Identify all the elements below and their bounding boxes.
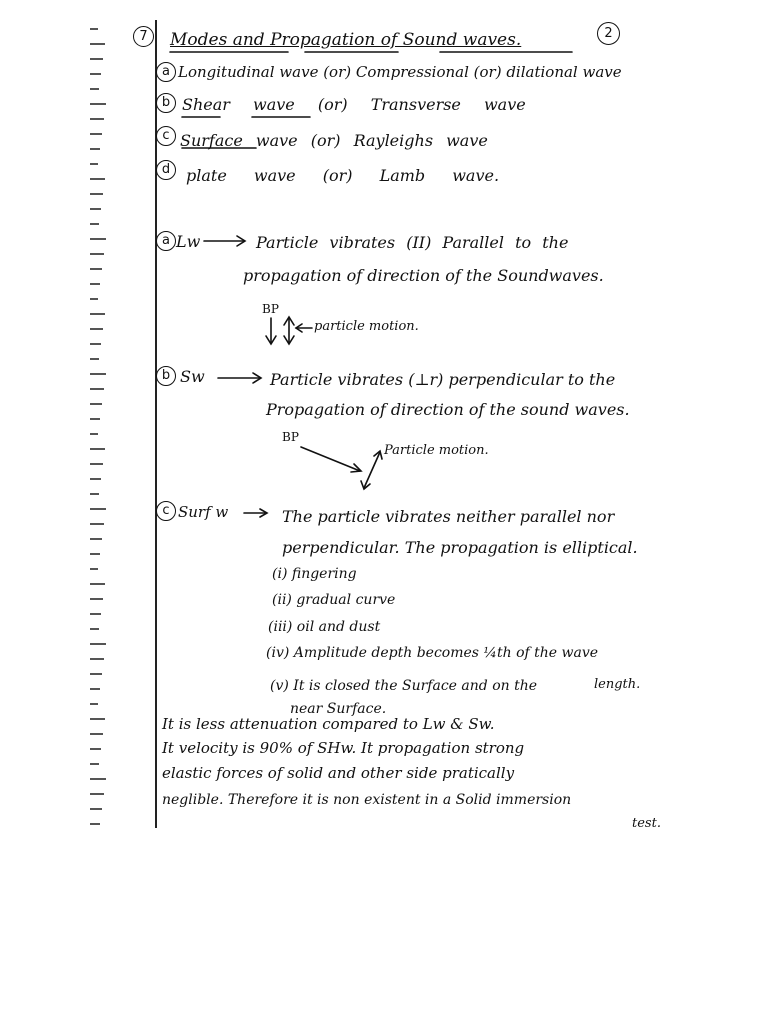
list-item: (iii) oil and dust	[268, 619, 381, 635]
list-item: (i) fingering	[272, 566, 357, 582]
page-number: 2	[604, 26, 613, 41]
note-line: It velocity is 90% of SHw. It propagation strong	[162, 739, 525, 757]
list-item: near Surface.	[290, 701, 387, 717]
section-marker: a	[156, 231, 176, 251]
list-item: plate wave (or) Lamb wave.	[186, 166, 500, 185]
particle-motion-label: Particle motion.	[384, 443, 489, 458]
list-item: (v) It is closed the Surface and on the	[270, 678, 538, 694]
section-label: Lw	[176, 232, 201, 251]
section-line: perpendicular. The propagation is elliptical.	[282, 538, 638, 557]
list-item: Shear wave (or) Transverse wave	[182, 95, 526, 114]
list-marker: d	[156, 160, 176, 180]
sw-motion-line	[364, 452, 380, 488]
list-item: length.	[594, 677, 641, 692]
list-marker: b	[156, 93, 176, 113]
section-label: Surf w	[178, 503, 229, 521]
section-line: propagation of direction of the Soundwaves.	[243, 266, 604, 285]
section-marker: b	[156, 366, 176, 386]
page-title: Modes and Propagation of Sound waves.	[170, 30, 522, 50]
section-line: Particle vibrates (⊥r) perpendicular to the	[270, 370, 616, 389]
sw-bp-arrow-line	[301, 447, 360, 471]
note-line: elastic forces of solid and other side pratically	[162, 764, 515, 782]
section-marker: c	[156, 501, 176, 521]
question-number: 7	[139, 29, 148, 44]
note-line: test.	[632, 816, 661, 831]
list-item: (iv) Amplitude depth becomes ¼th of the wave	[266, 645, 599, 661]
section-line: Propagation of direction of the sound waves.	[266, 400, 630, 419]
list-item: Surface wave (or) Rayleighs wave	[180, 131, 488, 150]
bp-label: BP	[262, 302, 279, 316]
note-line: It is less attenuation compared to Lw & Sw.	[162, 715, 495, 733]
list-item: (ii) gradual curve	[272, 592, 396, 608]
list-marker: c	[156, 126, 176, 146]
particle-motion-label: particle motion.	[314, 319, 419, 334]
section-label: Sw	[180, 367, 205, 386]
note-line: neglible. Therefore it is non existent in a Solid immersion	[162, 792, 572, 808]
section-line: Particle vibrates (II) Parallel to the	[256, 233, 569, 252]
section-line: The particle vibrates neither parallel nor	[282, 507, 615, 526]
bp-label: BP	[282, 430, 299, 444]
list-item: Longitudinal wave (or) Compressional (or) dilational wave	[178, 63, 622, 81]
list-marker: a	[156, 62, 176, 82]
